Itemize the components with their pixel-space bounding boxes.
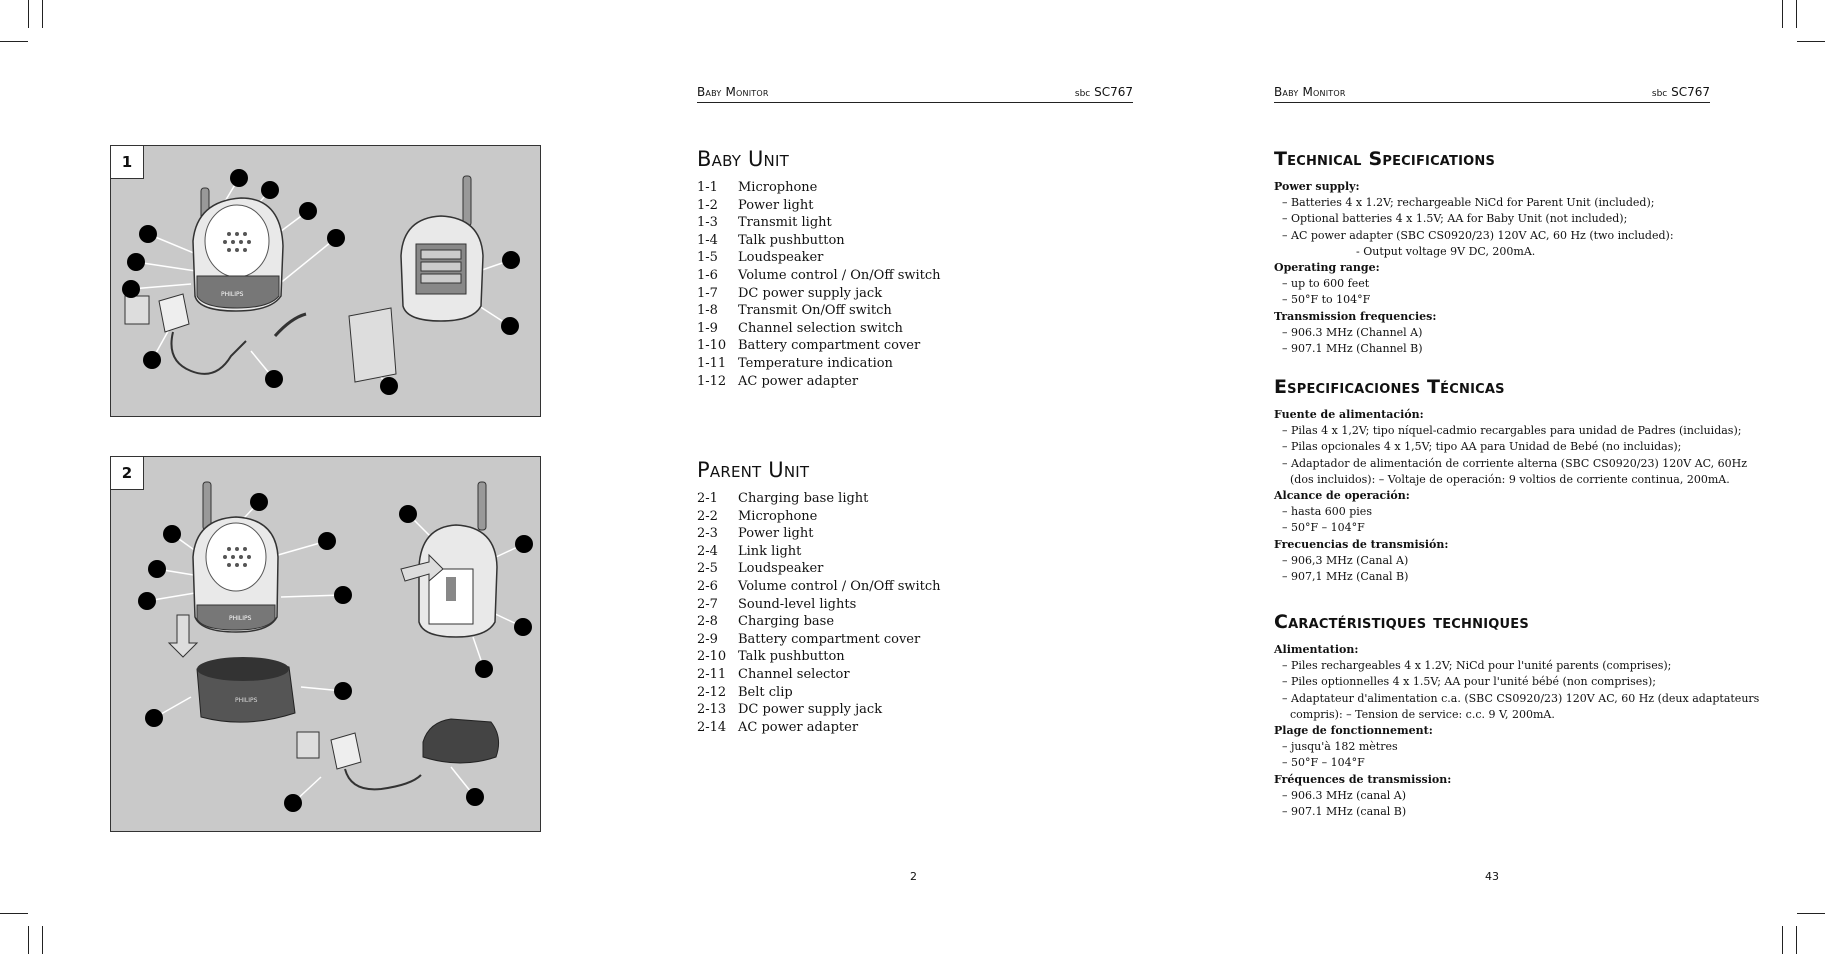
specs-es — [1274, 407, 1748, 585]
baby-unit-illustration — [111, 146, 540, 416]
parent-unit-illustration — [111, 457, 540, 831]
spec-item: – 907.1 MHz (canal B) — [1282, 804, 1407, 818]
spec-item: - Output voltage 9V DC, 200mA. — [1356, 244, 1536, 258]
spec-item: – 907.1 MHz (Channel B) — [1282, 341, 1423, 355]
specs-title-en: Technical Specifications — [1274, 148, 1496, 170]
spec-item: – Pilas opcionales 4 x 1,5V; tipo AA para Unidad de Bebé (no incluidas); — [1282, 440, 1682, 454]
spec-item: – AC power adapter (SBC CS0920/23) 120V AC, 60 Hz (two included): — [1282, 228, 1674, 242]
svg-text:PHILIPS: PHILIPS — [229, 615, 252, 622]
spec-item: – 906.3 MHz (canal A) — [1282, 788, 1407, 802]
spec-item: – 50°F – 104°F — [1282, 756, 1365, 770]
spec-item: compris): – Tension de service: c.c. 9 V, 200mA. — [1290, 707, 1555, 721]
spec-item: – up to 600 feet — [1282, 277, 1370, 291]
list-item: 2-8 Charging base — [697, 614, 835, 630]
list-item: 1-12 AC power adapter — [697, 373, 859, 389]
spec-label: Frecuencias de transmisión: — [1274, 537, 1449, 551]
list-item: 2-10 Talk pushbutton — [697, 649, 845, 665]
spec-item: – 50°F – 104°F — [1282, 521, 1365, 535]
figure-parent-unit — [110, 456, 541, 832]
list-item: 1-4 Talk pushbutton — [697, 232, 845, 248]
figure-number: 2 — [111, 457, 144, 490]
spec-item: – Adaptador de alimentación de corriente alterna (SBC CS0920/23) 120V AC, 60Hz — [1282, 456, 1748, 470]
list-item: 1-3 Transmit light — [697, 215, 832, 231]
spec-item: – hasta 600 pies — [1282, 505, 1372, 519]
specs-en — [1274, 179, 1714, 357]
list-item: 1-1 Microphone — [697, 180, 818, 195]
spec-label: Power supply: — [1274, 180, 1360, 193]
list-item: 1-11 Temperature indication — [697, 355, 893, 371]
page-header-right — [1274, 82, 1710, 103]
page-number-left: 2 — [910, 870, 917, 883]
spec-item: – 50°F to 104°F — [1282, 293, 1371, 307]
list-item: 2-11 Channel selector — [697, 666, 850, 682]
spec-item: – 906,3 MHz (Canal A) — [1282, 553, 1409, 567]
spec-label: Plage de fonctionnement: — [1274, 723, 1433, 737]
list-item: 2-7 Sound-level lights — [697, 596, 857, 612]
list-item: 2-1 Charging base light — [697, 491, 869, 506]
list-item: 2-2 Microphone — [697, 508, 818, 524]
list-item: 1-2 Power light — [697, 197, 814, 213]
list-item: 2-9 Battery compartment cover — [697, 631, 921, 647]
specs-fr — [1274, 642, 1760, 820]
list-item: 1-10 Battery compartment cover — [697, 338, 921, 354]
spec-label: Fuente de alimentación: — [1274, 408, 1424, 421]
list-item: 1-7 DC power supply jack — [697, 285, 883, 301]
spec-item: – 906.3 MHz (Channel A) — [1282, 325, 1423, 339]
spec-item: – Batteries 4 x 1.2V; rechargeable NiCd for Parent Unit (included); — [1282, 196, 1655, 210]
page-header-left — [697, 82, 1133, 103]
list-item: 2-3 Power light — [697, 526, 814, 542]
list-item: 1-9 Channel selection switch — [697, 320, 903, 336]
spec-label: Fréquences de transmission: — [1274, 772, 1452, 786]
header-model: sbc SC767 — [1074, 85, 1133, 99]
list-item: 2-13 DC power supply jack — [697, 702, 883, 718]
list-item: 2-12 Belt clip — [697, 684, 793, 700]
spec-label: Alcance de operación: — [1274, 488, 1410, 502]
spec-label: Transmission frequencies: — [1274, 309, 1437, 323]
spec-item: – Piles rechargeables 4 x 1.2V; NiCd pour l'unité parents (comprises); — [1282, 659, 1672, 673]
spec-label: Operating range: — [1274, 260, 1380, 274]
spec-item: – 907,1 MHz (Canal B) — [1282, 569, 1409, 583]
header-model: sbc SC767 — [1651, 85, 1710, 99]
list-item: 2-5 Loudspeaker — [697, 561, 824, 577]
spec-item: – Optional batteries 4 x 1.5V; AA for Baby Unit (not included); — [1282, 212, 1628, 226]
spec-item: – Adaptateur d'alimentation c.a. (SBC CS0920/23) 120V AC, 60 Hz (deux adaptateurs — [1282, 691, 1760, 705]
figure-number: 1 — [111, 146, 144, 179]
specs-title-fr: Caractéristiques techniques — [1274, 611, 1529, 633]
spec-item: – jusqu'à 182 mètres — [1282, 740, 1398, 754]
list-item: 1-6 Volume control / On/Off switch — [697, 267, 941, 283]
list-item: 2-14 AC power adapter — [697, 719, 859, 735]
list-item: 1-8 Transmit On/Off switch — [697, 303, 892, 319]
header-title: Baby Monitor — [1274, 85, 1346, 99]
specs-title-es: Especificaciones Técnicas — [1274, 376, 1505, 398]
svg-text:PHILIPS: PHILIPS — [235, 697, 258, 704]
spec-item: – Piles optionnelles 4 x 1.5V; AA pour l'unité bébé (non comprises); — [1282, 675, 1656, 689]
spec-label: Alimentation: — [1274, 643, 1359, 656]
parent-unit-title: Parent Unit — [697, 458, 810, 482]
list-item: 1-5 Loudspeaker — [697, 250, 824, 266]
baby-unit-title: Baby Unit — [697, 147, 789, 171]
spec-item: (dos incluidos): – Voltaje de operación: 9 voltios de corriente continua, 200mA. — [1290, 472, 1730, 486]
page-number-right: 43 — [1485, 870, 1499, 883]
baby-unit-list — [697, 179, 1077, 390]
parent-unit-list — [697, 490, 1077, 736]
list-item: 2-6 Volume control / On/Off switch — [697, 578, 941, 594]
figure-baby-unit — [110, 145, 541, 417]
svg-text:PHILIPS: PHILIPS — [221, 291, 244, 298]
header-title: Baby Monitor — [697, 85, 769, 99]
list-item: 2-4 Link light — [697, 543, 802, 559]
spec-item: – Pilas 4 x 1,2V; tipo níquel-cadmio recargables para unidad de Padres (incluidas); — [1282, 424, 1742, 438]
